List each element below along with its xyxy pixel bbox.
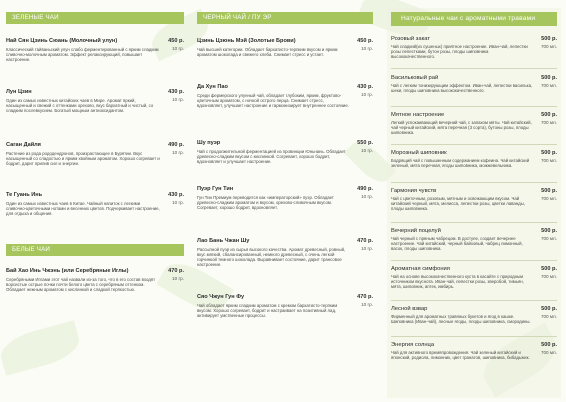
item-volume: 10 гр. bbox=[361, 92, 373, 97]
item-volume: 700 мл. bbox=[540, 158, 557, 163]
item-name: Шу пуэр bbox=[197, 140, 221, 146]
section-header-black: ЧЕРНЫЙ ЧАЙ / ПУ ЭР bbox=[197, 12, 373, 24]
item-name: Лун Цзин bbox=[6, 89, 32, 95]
item-volume: 700 мл. bbox=[540, 350, 557, 355]
item-name: Розовый закат bbox=[391, 36, 430, 42]
item-description: Один из самых известных китайских чаев в Мире. Аромат яркий, насыщенный и свежий с оттенками орехово, вкус бархатный и чистый, со сладким послевкусием. Богатый мощным антиоксидантом. bbox=[6, 98, 154, 114]
item-name: Цзинь Цзюнь Мэй (Золотые Брови) bbox=[197, 38, 296, 44]
item-description: Среди фермерского улунный чай, обладает глубоким, ярким, фруктово-цветочным ароматом, с ночкой острого перца. Снимает стресс, вдохновляет, улучшает настроение и гармонизирует внутреннее состояние. bbox=[197, 93, 349, 109]
item-name: Бай Хао Инь Чжэнь (или Серебряные Иглы) bbox=[6, 268, 129, 274]
menu-item bbox=[6, 268, 184, 318]
item-price: 470 р. bbox=[357, 294, 373, 300]
item-volume: 700 мл. bbox=[540, 83, 557, 88]
item-name: Те Гуань Инь bbox=[6, 192, 43, 198]
item-volume: 10 гр. bbox=[361, 148, 373, 153]
item-price: 490 р. bbox=[168, 142, 184, 148]
item-description: Классический тайваньский улун слабо ферментированный с ярким сладким сливочно-молочным ароматом. Эффект релаксирующий, повышает настроение. bbox=[6, 47, 159, 63]
item-name: Пуэр Гун Тин bbox=[197, 186, 234, 192]
menu-item bbox=[391, 188, 557, 223]
item-price: 430 р. bbox=[168, 192, 184, 198]
item-description: Растение из рода рододендронов, произрастающее в Бурятии. Вкус насыщенный со сладостью и ярким хвойным ароматом. Хорошо согревает и бодрит, дарит прилив сил и энергии. bbox=[6, 151, 160, 167]
item-volume: 10 гр. bbox=[361, 302, 373, 307]
leaf-decoration bbox=[0, 320, 83, 375]
section-header-herbal: Натуральные чаи с ароматными травами bbox=[391, 12, 557, 26]
menu-item bbox=[197, 84, 373, 132]
item-volume: 700 мл. bbox=[540, 196, 557, 201]
item-name: Вечерний поцелуй bbox=[391, 228, 441, 234]
item-name: Най Сян Цзинь Сюань (Молочный улун) bbox=[6, 38, 118, 44]
item-name: Лесной взвар bbox=[391, 306, 428, 312]
item-description: Рассыпной пуэр из сырья высокого качества. Аромат древесный, ровный, вкус мягкий, сбалансированный, немного древесный, с очень легкой горчинкой темного шоколада. Выравнивает состояние, дарит трансовое настроение. bbox=[197, 247, 346, 268]
item-name: Морозный шиповник bbox=[391, 150, 447, 156]
item-description: Чай с легким тонизирующим эффектом. Иван-чай, лепестки василька, шеки, плоды шиповника высококачественного. bbox=[391, 83, 533, 94]
menu-item bbox=[391, 150, 557, 183]
menu-item bbox=[391, 266, 557, 301]
menu-item bbox=[197, 140, 373, 180]
menu-item bbox=[6, 192, 184, 232]
item-name: Гармония чувств bbox=[391, 188, 437, 194]
menu-item bbox=[6, 38, 184, 85]
item-volume: 10 гр. bbox=[361, 46, 373, 51]
item-volume: 10 гр. bbox=[361, 246, 373, 251]
item-price: 500 р. bbox=[541, 342, 557, 348]
menu-item bbox=[391, 342, 557, 372]
item-name: Да Хун Пао bbox=[197, 84, 228, 90]
item-price: 430 р. bbox=[357, 84, 373, 90]
black-tea-column bbox=[197, 12, 373, 338]
item-description: Чай для активного времяпровождения. Чай зеленый китайский и японский, родиола, лимонник, цвет гранатов, шиповника, бибадьжик. bbox=[391, 350, 530, 361]
item-description: Чай с продолжительной ферментацией из провинции Юньнань. Обладает древесно-сладким вкусом с кислинкой. Согревает, хорошо бодрит, вдохновляет и улучшает настроение. bbox=[197, 149, 346, 165]
item-volume: 700 мл. bbox=[540, 120, 557, 125]
item-description: Чай с цветочным, розовым, мятным и освежающим вкусом. Чай китайский черный, мята, мелисса, лепестки розы, цветки лаванды, плоды шиповника. bbox=[391, 196, 525, 212]
item-volume: 10 гр. bbox=[172, 97, 184, 102]
item-price: 550 р. bbox=[357, 140, 373, 146]
item-volume: 10 гр. bbox=[172, 150, 184, 155]
item-description: Чай обладает ярким сладким ароматом с кремом бархатисто-терпким вкусом. Хорошо согревает, бодрит и настраивает на позитивный лад, активирует умственные процессы. bbox=[197, 303, 338, 319]
item-price: 450 р. bbox=[168, 38, 184, 44]
herbal-tea-column bbox=[391, 12, 557, 372]
item-description: Легкий успокаивающий вечерний чай, с запахом мяты. Чай китайский, чай черный китайский, мята перечная (3 сорта), бутоны розы, плоды шиповника. bbox=[391, 120, 532, 136]
item-volume: 10 гр. bbox=[172, 276, 184, 281]
item-description: Бодрящий чай с повышенным содержанием кофеина. Чай китайский зеленый, мята перечная, ягоды шиповника, можжевельника. bbox=[391, 158, 530, 169]
item-price: 500 р. bbox=[541, 228, 557, 234]
item-price: 500 р. bbox=[541, 36, 557, 42]
item-volume: 10 гр. bbox=[361, 194, 373, 199]
item-price: 500 р. bbox=[541, 266, 557, 272]
item-description: Чай на основе высококачественного куста в касайте с природным источником вкуснота. Иван-чай, лепестки розы, зверобой, тимьян, мята, шиповник, аптек, имбирь. bbox=[391, 274, 524, 290]
item-price: 500 р. bbox=[541, 75, 557, 81]
item-price: 470 р. bbox=[168, 268, 184, 274]
menu-item bbox=[391, 306, 557, 337]
item-volume: 10 гр. bbox=[172, 200, 184, 205]
menu-item bbox=[197, 38, 373, 78]
item-description: Чай высшей категории. Обладает бархатисто-терпким вкусом и ярким ароматом шоколада и свежего хлеба. Снимает стресс и устает. bbox=[197, 47, 338, 58]
menu-item bbox=[197, 186, 373, 232]
item-description: Фирменный для ароматных травяных букетов и ягод в кашке. Шиповника (Иван-чай), лесные ягоды, плоды шиповника, смородины. bbox=[391, 314, 531, 325]
item-description: Серебряными Иглами этот чай назвали из-за того, что в его состав входят ворсистые острые почки почти белого цвета с серебряным оттенком. Обладает нежным ароматом с кислинкой и сладкой терпкостью. bbox=[6, 277, 156, 293]
item-price: 430 р. bbox=[168, 89, 184, 95]
item-volume: 700 мл. bbox=[540, 274, 557, 279]
item-price: 500 р. bbox=[541, 112, 557, 118]
item-price: 490 р. bbox=[357, 186, 373, 192]
item-name: Энергия солнца bbox=[391, 342, 435, 348]
item-volume: 10 гр. bbox=[172, 46, 184, 51]
item-volume: 700 мл. bbox=[540, 314, 557, 319]
section-header-white: БЕЛЫЕ ЧАИ bbox=[6, 244, 184, 256]
menu-item bbox=[391, 228, 557, 261]
menu-item bbox=[391, 75, 557, 107]
item-name: Сяо Чжун Гун Фу bbox=[197, 294, 245, 300]
item-volume: 700 мл. bbox=[540, 44, 557, 49]
item-name: Саган Дайля bbox=[6, 142, 41, 148]
item-description: Чай черный с пряным чабрецом. В доступе, создает вечернее настроение. Чай китайский, черный байховый, чабрец лимонный, васок, плоды шиповника. bbox=[391, 236, 523, 252]
item-name: Васильковый рай bbox=[391, 75, 439, 81]
item-description: Чай сладкий(из сушеных) приятное настроение. Иван-чай, лепестки розы лепестками, бутон розы, плоды шиповника высококачественного. bbox=[391, 44, 528, 60]
item-name: Мятное настроение bbox=[391, 112, 445, 118]
menu-item bbox=[6, 89, 184, 136]
item-name: Лао Бань Чжан Шу bbox=[197, 238, 250, 244]
menu-item bbox=[391, 112, 557, 145]
green-tea-column bbox=[6, 12, 184, 318]
item-price: 500 р. bbox=[541, 188, 557, 194]
menu-item bbox=[6, 142, 184, 184]
item-price: 500 р. bbox=[541, 150, 557, 156]
item-volume: 700 мл. bbox=[540, 236, 557, 241]
section-header-green: ЗЕЛЕНЫЕ ЧАИ bbox=[6, 12, 184, 24]
item-price: 450 р. bbox=[357, 38, 373, 44]
item-description: Один из самых известных чаев в Китае. Чайный напиток с легкими сливочно-цветочными нотами и весенних цветов. Подчеркивает настроение, для отдыха и общения. bbox=[6, 201, 160, 217]
item-name: Ароматная симфония bbox=[391, 266, 450, 272]
item-price: 470 р. bbox=[357, 238, 373, 244]
menu-item bbox=[391, 36, 557, 69]
item-description: Гун Тин Премиум переводится как «императорский» пуэр. Обладает древесно-сладким ароматом и вкусом, орехово-сливочным вкусом. Согревает, хорошо бодрит, вдохновляет. bbox=[197, 195, 334, 211]
menu-item bbox=[197, 294, 373, 338]
item-price: 500 р. bbox=[541, 306, 557, 312]
menu-item bbox=[197, 238, 373, 288]
